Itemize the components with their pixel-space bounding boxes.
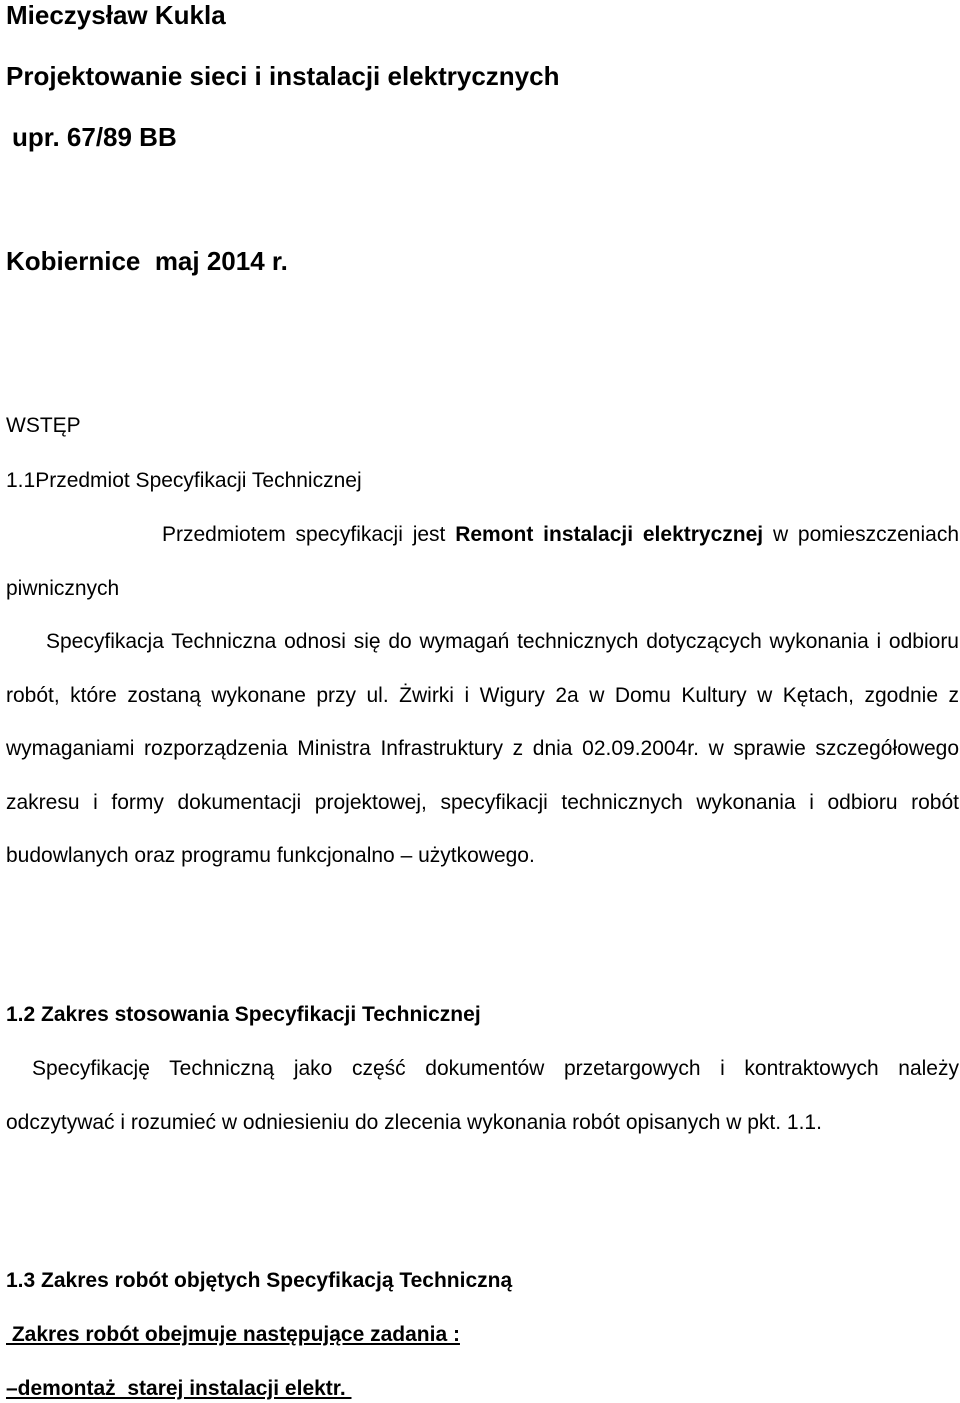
p1-suffix: w pomieszczeniach piwnicznych xyxy=(6,523,959,600)
p1-prefix: Przedmiotem specyfikacji jest xyxy=(162,523,456,546)
p1-bold: Remont instalacji elektrycznej xyxy=(455,523,764,546)
author-name: Mieczysław Kukla xyxy=(6,0,226,30)
author-specialty: Projektowanie sieci i instalacji elektrycznych xyxy=(6,61,560,91)
section-1-2-title: 1.2 Zakres stosowania Specyfikacji Technicznej xyxy=(6,1003,481,1026)
task-list-item: –demontaż starej instalacji elektr. xyxy=(6,1377,352,1400)
section-1-2-body xyxy=(6,1042,959,1149)
place-date: Kobiernice maj 2014 r. xyxy=(6,246,288,276)
section-1-1-title: 1.1Przedmiot Specyfikacji Technicznej xyxy=(6,469,362,492)
section-1-1-paragraph-2: Specyfikacja Techniczna odnosi się do wymagań technicznych dotyczących wykonania i odbioru robót, które zostaną wykonane przy ul. Żwirki i Wigury 2a w Domu Kultury w Kętach, zgodnie z wymaganiami rozporządzenia Ministra Infrastruktury z dnia 02.09.2004r. w sprawie szczegółowego zakresu i formy dokumentacji projektowej, specyfikacji technicznych wykonania i odbioru robót budowlanych oraz programu funkcjonalno – użytkowego. xyxy=(6,630,959,867)
license-number: upr. 67/89 BB xyxy=(12,122,177,152)
section-1-3-title: 1.3 Zakres robót objętych Specyfikacją Techniczną xyxy=(6,1269,513,1292)
section-1-1-paragraph-1 xyxy=(6,508,959,615)
section-1-1-body xyxy=(6,508,959,883)
intro-title: WSTĘP xyxy=(6,414,81,437)
section-1-3-subtitle: Zakres robót obejmuje następujące zadania : xyxy=(6,1323,460,1346)
section-1-2-paragraph-1: Specyfikację Techniczną jako część dokumentów przetargowych i kontraktowych należy odczytywać i rozumieć w odniesieniu do zlecenia wykonania robót opisanych w pkt. 1.1. xyxy=(6,1057,959,1134)
